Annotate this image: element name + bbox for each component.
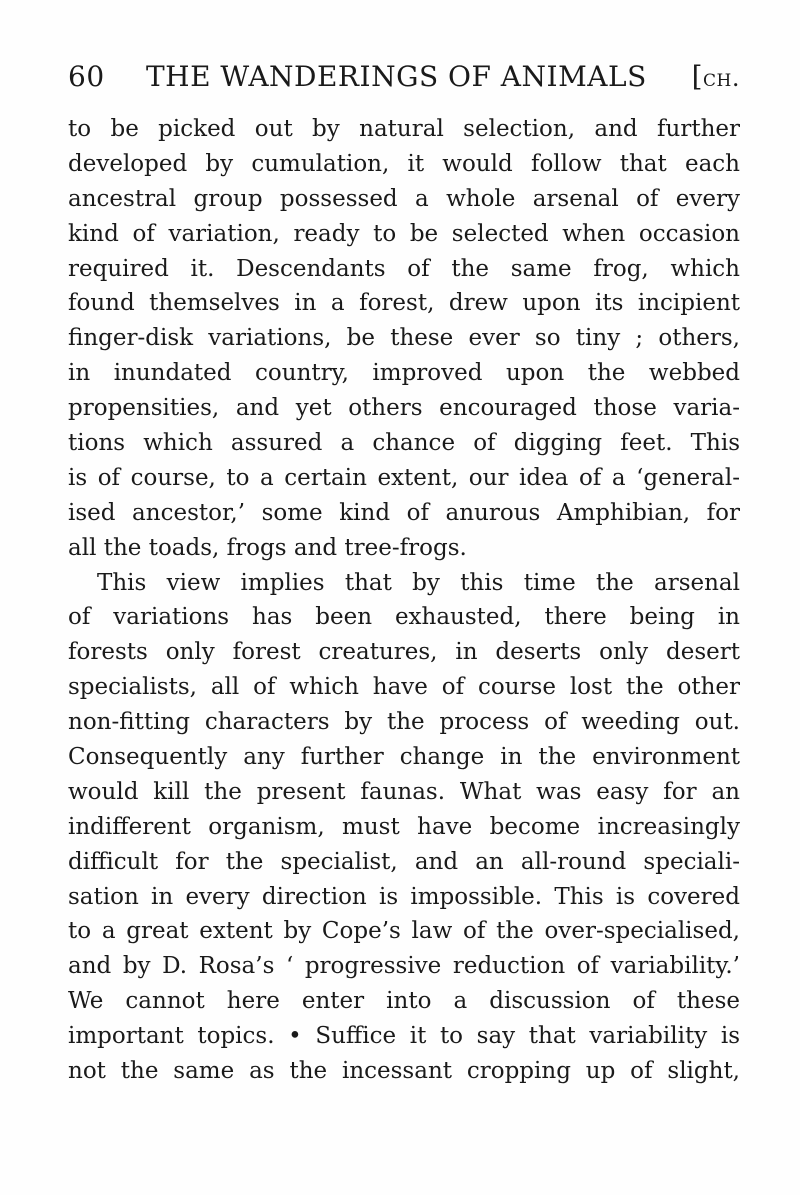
page-header [68, 60, 740, 100]
chapter-mark [692, 60, 740, 93]
paragraph-start-line: This view implies that by this time the arsenal [97, 569, 740, 596]
text-line: found themselves in a forest, drew upon its incipient [68, 290, 740, 317]
text-line: tions which assured a chance of digging feet. This [68, 430, 740, 457]
text-line: not the same as the incessant cropping up of slight, [68, 1058, 740, 1085]
running-head: THE WANDERINGS OF ANIMALS [146, 60, 647, 93]
text-line: sation in every direction is impossible. This is covered [68, 883, 740, 910]
text-line: finger-disk variations, be these ever so tiny ; others, [68, 325, 740, 352]
text-line: to a great extent by Cope’s law of the over-specialised, [68, 918, 740, 945]
text-line: propensities, and yet others encouraged those varia- [68, 395, 740, 422]
text-line: to be picked out by natural selection, and further [68, 116, 740, 142]
paragraph-end-line: all the toads, frogs and tree-frogs. [68, 534, 467, 561]
text-line: difficult for the specialist, and an all-round speciali- [68, 848, 740, 875]
text-line: indifferent organism, must have become increasingly [68, 813, 740, 840]
text-line: kind of variation, ready to be selected when occasion [68, 220, 740, 247]
text-line: ised ancestor,’ some kind of anurous Amphibian, for [68, 499, 740, 526]
text-line: non-fitting characters by the process of weeding out. [68, 709, 740, 736]
text-line: Consequently any further change in the environment [68, 744, 740, 771]
chapter-bracket: [ [691, 60, 704, 93]
text-line: developed by cumulation, it would follow that each [68, 150, 740, 177]
body-text [68, 112, 740, 1089]
text-line: ancestral group possessed a whole arsenal of every [68, 185, 740, 212]
text-line: and by D. Rosa’s ‘ progressive reduction of variability.’ [68, 953, 740, 980]
text-line: of variations has been exhausted, there being in [68, 604, 740, 631]
text-line: would kill the present faunas. What was easy for an [68, 778, 740, 805]
chapter-abbrev: ch. [703, 64, 740, 92]
text-line: important topics. • Suffice it to say that variability is [68, 1023, 740, 1050]
text-line: We cannot here enter into a discussion of these [68, 988, 740, 1015]
text-line: forests only forest creatures, in deserts only desert [68, 639, 740, 666]
text-line: in inundated country, improved upon the webbed [68, 360, 740, 387]
text-line: is of course, to a certain extent, our idea of a ‘general- [68, 464, 740, 491]
page-number: 60 [68, 60, 105, 93]
text-line: required it. Descendants of the same frog, which [68, 255, 740, 282]
text-line: specialists, all of which have of course lost the other [68, 674, 740, 701]
